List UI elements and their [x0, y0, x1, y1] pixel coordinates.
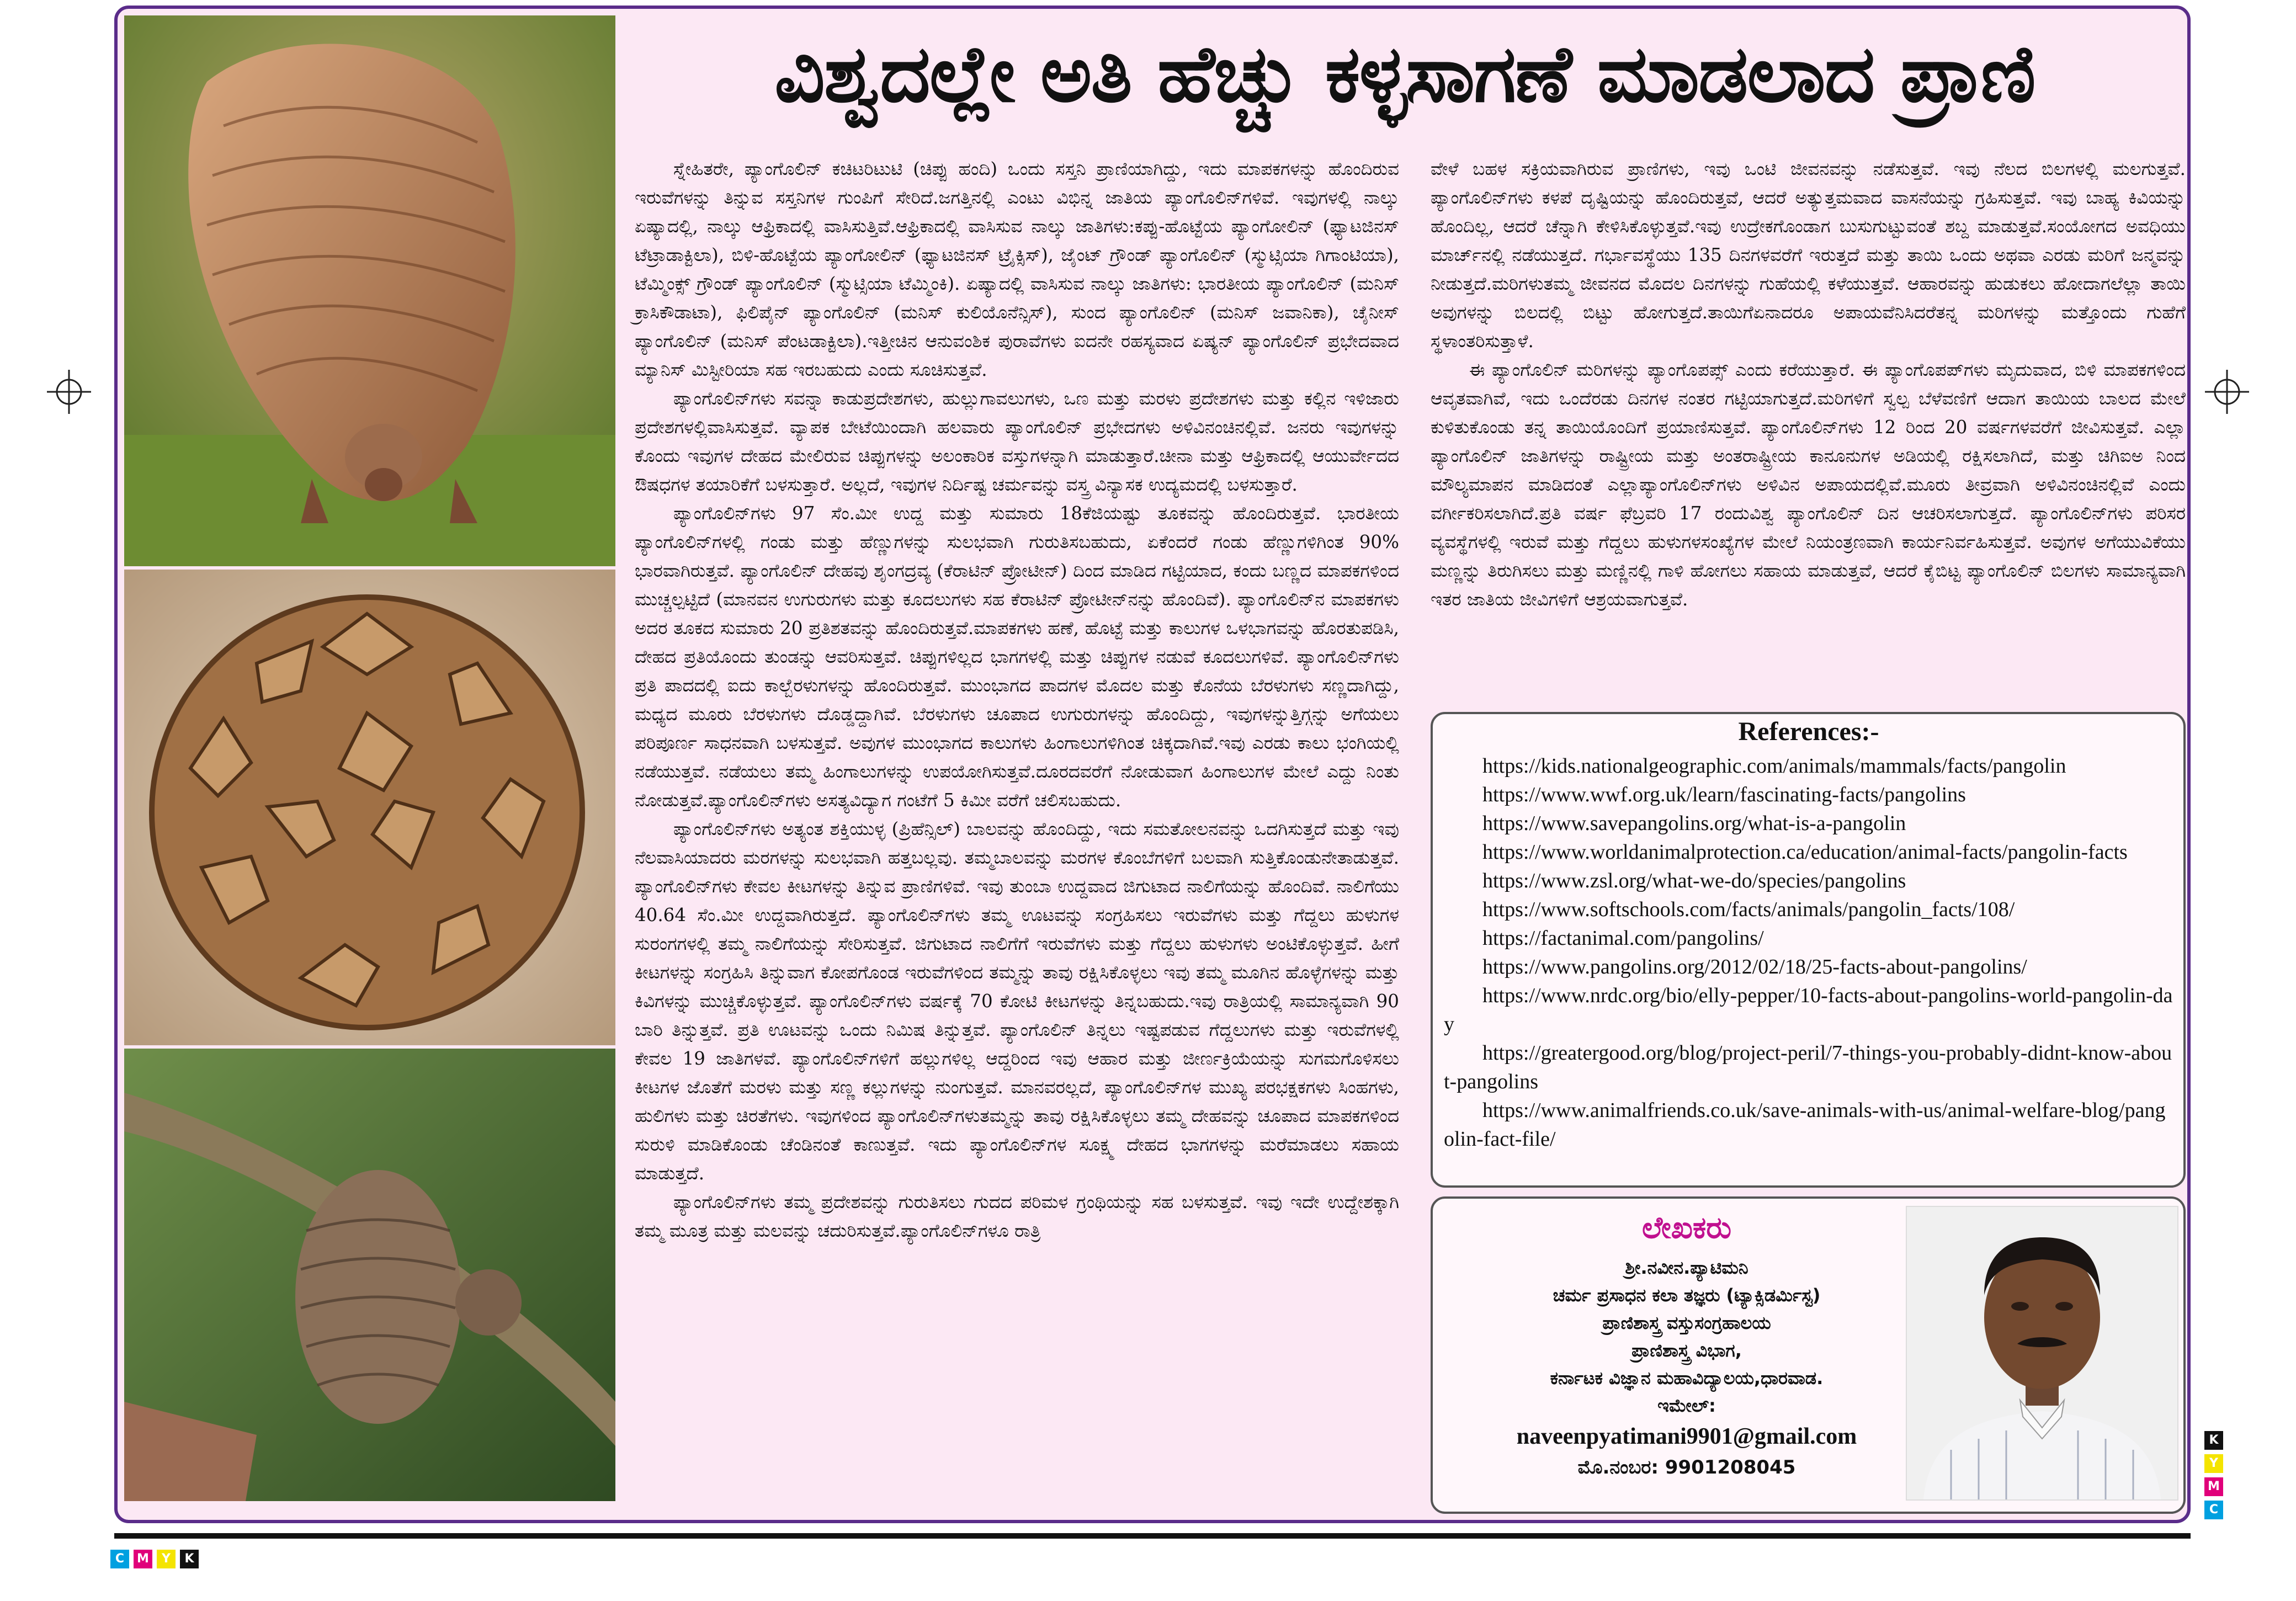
reference-link[interactable]: https://www.animalfriends.co.uk/save-animals-with-us/animal-welfare-blog/pangolin-fact-file/ — [1444, 1099, 2166, 1151]
article-column-2 — [1431, 155, 2186, 701]
reference-link[interactable]: https://www.worldanimalprotection.ca/education/animal-facts/pangolin-facts — [1482, 841, 2128, 864]
reference-link[interactable]: https://www.wwf.org.uk/learn/fascinating-facts/pangolins — [1482, 783, 1966, 806]
cmyk-magenta: M — [134, 1550, 152, 1568]
cmyk-cyan: C — [110, 1550, 129, 1568]
photo-pangolin-curled — [124, 570, 615, 1045]
author-email-label: ಇಮೇಲ್: — [1657, 1395, 1716, 1416]
author-designation: ಚರ್ಮ ಪ್ರಸಾಧನ ಕಲಾ ತಜ್ಞರು (ಟ್ಯಾಕ್ಸಿಡರ್ಮಿಸ್ಟ) — [1553, 1285, 1821, 1306]
reference-link[interactable]: https://www.nrdc.org/bio/elly-pepper/10-facts-about-pangolins-world-pangolin-day — [1444, 984, 2173, 1036]
author-details — [1444, 1254, 1930, 1481]
reference-link[interactable]: https://kids.nationalgeographic.com/animals/mammals/facts/pangolin — [1482, 754, 2066, 778]
reference-link[interactable]: https://www.savepangolins.org/what-is-a-pangolin — [1482, 812, 1906, 835]
paragraph: ಪ್ಯಾಂಗೊಲಿನ್‌ಗಳು 97 ಸೆಂ.ಮೀ ಉದ್ದ ಮತ್ತು ಸುಮಾರು 18ಕೆಜಿಯಷ್ಟು ತೂಕವನ್ನು ಹೊಂದಿರುತ್ತವೆ. ಭಾರತೀಯ ಪ್ಯಾಂಗೊಲಿನ್‌ಗಳಲ್ಲಿ ಗಂಡು ಮತ್ತು ಹೆಣ್ಣುಗಳನ್ನು ಸುಲಭವಾಗಿ ಗುರುತಿಸಬಹುದು, ಏಕೆಂದರೆ ಗಂಡು ಹೆಣ್ಣುಗಳಿಗಿಂತ 90% ಭಾರವಾಗಿರುತ್ತವೆ. ಪ್ಯಾಂಗೊಲಿನ್ ದೇಹವು ಶೃಂಗದ್ರವ್ಯ (ಕೆರಾಟಿನ್ ಪ್ರೋಟೀನ್) ದಿಂದ ಮಾಡಿದ ಗಟ್ಟಿಯಾದ, ಕಂದು ಬಣ್ಣದ ಮಾಪಕಗಳಿಂದ ಮುಚ್ಚಲ್ಪಟ್ಟಿದೆ (ಮಾನವನ ಉಗುರುಗಳು ಮತ್ತು ಕೂದಲುಗಳು ಸಹ ಕೆರಾಟಿನ್ ಪ್ರೋಟೀನ್‌ನನ್ನು ಹೊಂದಿವೆ). ಪ್ಯಾಂಗೊಲಿನ್‌ನ ಮಾಪಕಗಳು ಅದರ ತೂಕದ ಸುಮಾರು 20 ಪ್ರತಿಶತವನ್ನು ಹೊಂದಿರುತ್ತವೆ.ಮಾಪಕಗಳು ಹಣೆ, ಹೊಟ್ಟೆ ಮತ್ತು ಕಾಲುಗಳ ಒಳಭಾಗವನ್ನು ಹೊರತುಪಡಿಸಿ, ದೇಹದ ಪ್ರತಿಯೊಂದು ತುಂಡನ್ನು ಆವರಿಸುತ್ತವೆ. ಚಿಪ್ಪುಗಳಿಲ್ಲದ ಭಾಗಗಳಲ್ಲಿ ಮತ್ತು ಚಿಪ್ಪುಗಳ ನಡುವೆ ಕೂದಲುಗಳಿವೆ. ಪ್ಯಾಂಗೊಲಿನ್‌ಗಳು ಪ್ರತಿ ಪಾದದಲ್ಲಿ ಐದು ಕಾಲ್ಬೆರಳುಗಳನ್ನು ಹೊಂದಿರುತ್ತವೆ. ಮುಂಭಾಗದ ಪಾದಗಳ ಮೊದಲ ಮತ್ತು ಕೊನೆಯ ಬೆರಳುಗಳು ಸಣ್ಣದಾಗಿದ್ದು, ಮಧ್ಯದ ಮೂರು ಬೆರಳುಗಳು ದೊಡ್ಡದ್ದಾಗಿವೆ. ಬೆರಳುಗಳು ಚೂಪಾದ ಉಗುರುಗಳನ್ನು ಹೊಂದಿದ್ದು, ಇವುಗಳನ್ನುತ್ತಿಗ್ಗನ್ನು ಅಗೆಯಲು ಪರಿಪೂರ್ಣ ಸಾಧನವಾಗಿ ಬಳಸುತ್ತವೆ. ಅವುಗಳ ಮುಂಭಾಗದ ಕಾಲುಗಳು ಹಿಂಗಾಲುಗಳಿಗಿಂತ ಚಿಕ್ಕದಾಗಿವೆ.ಇವು ಎರಡು ಕಾಲು ಭಂಗಿಯಲ್ಲಿ ನಡೆಯುತ್ತವೆ. ನಡೆಯಲು ತಮ್ಮ ಹಿಂಗಾಲುಗಳನ್ನು ಉಪಯೋಗಿಸುತ್ತವೆ.ದೂರದವರೆಗೆ ನೋಡುವಾಗ ಹಿಂಗಾಲುಗಳ ಮೇಲೆ ಎದ್ದು ನಿಂತು ನೋಡುತ್ತವೆ.ಪ್ಯಾಂಗೊಲಿನ್‌ಗಳು ಅಸತ್ಯವಿದ್ಯಾಗ ಗಂಟೆಗೆ 5 ಕಿಮೀ ವರೆಗೆ ಚಲಿಸಬಹುದು. — [635, 503, 1399, 811]
paragraph: ವೇಳೆ ಬಹಳ ಸಕ್ರಿಯವಾಗಿರುವ ಪ್ರಾಣಿಗಳು, ಇವು ಒಂಟಿ ಜೀವನವನ್ನು ನಡೆಸುತ್ತವೆ. ಇವು ನೆಲದ ಬಿಲಗಳಲ್ಲಿ ಮಲಗುತ್ತವೆ. ಪ್ಯಾಂಗೊಲಿನ್‌ಗಳು ಕಳಪೆ ದೃಷ್ಟಿಯನ್ನು ಹೊಂದಿರುತ್ತವೆ, ಆದರೆ ಅತ್ಯುತ್ತಮವಾದ ವಾಸನೆಯನ್ನು ಗ್ರಹಿಸುತ್ತವೆ. ಇವು ಬಾಹ್ಯ ಕಿವಿಯನ್ನು ಹೊಂದಿಲ್ಲ, ಆದರೆ ಚೆನ್ನಾಗಿ ಕೇಳಿಸಿಕೊಳ್ಳುತ್ತವೆ.ಇವು ಉದ್ರೇಕಗೊಂಡಾಗ ಬುಸುಗುಟ್ಟುವಂತೆ ಶಬ್ದ ಮಾಡುತ್ತವೆ.ಸಂಯೋಗದ ಅವಧಿಯು ಮಾರ್ಚ್‌ನಲ್ಲಿ ನಡೆಯುತ್ತದೆ. ಗರ್ಭಾವಸ್ಥೆಯು 135 ದಿನಗಳವರೆಗೆ ಇರುತ್ತದೆ ಮತ್ತು ತಾಯಿ ಒಂದು ಅಥವಾ ಎರಡು ಮರಿಗೆ ಜನ್ಮವನ್ನು ನೀಡುತ್ತದೆ.ಮರಿಗಳುತಮ್ಮ ಜೀವನದ ಮೊದಲ ದಿನಗಳನ್ನು ಗುಹೆಯಲ್ಲಿ ಕಳೆಯುತ್ತವೆ. ಆಹಾರವನ್ನು ಹುಡುಕಲು ಹೋದಾಗಲೆಲ್ಲಾ ತಾಯಿ ಅವುಗಳನ್ನು ಬಿಲದಲ್ಲಿ ಬಿಟ್ಟು ಹೋಗುತ್ತದೆ.ತಾಯಿಗೆಏನಾದರೂ ಅಪಾಯವೆನಿಸಿದರೆತನ್ನ ಮರಿಗಳನ್ನು ಮತ್ತೊಂದು ಗುಹೆಗೆ ಸ್ಥಳಾಂತರಿಸುತ್ತಾಳೆ. — [1431, 158, 2186, 352]
references-heading: References:- — [1738, 717, 1879, 746]
author-phone: ಮೊ.ನಂಬರ: 9901208045 — [1577, 1456, 1796, 1478]
reference-link[interactable]: https://factanimal.com/pangolins/ — [1482, 927, 1764, 950]
author-college: ಕರ್ನಾಟಕ ವಿಜ್ಞಾನ ಮಹಾವಿದ್ಯಾಲಯ,ಧಾರವಾಡ. — [1550, 1368, 1824, 1389]
article-column-1 — [635, 155, 1399, 1512]
paragraph: ಈ ಪ್ಯಾಂಗೊಲಿನ್ ಮರಿಗಳನ್ನು ಪ್ಯಾಂಗೊಪಪ್ಸ್ ಎಂದು ಕರೆಯುತ್ತಾರೆ. ಈ ಪ್ಯಾಂಗೊಪಪ್‌ಗಳು ಮೃದುವಾದ, ಬಿಳಿ ಮಾಪಕಗಳಿಂದ ಆವೃತವಾಗಿವೆ, ಇದು ಒಂದೆರಡು ದಿನಗಳ ನಂತರ ಗಟ್ಟಿಯಾಗುತ್ತದೆ.ಮರಿಗಳಿಗೆ ಸ್ವಲ್ಪ ಬೆಳೆವಣಿಗೆ ಆದಾಗ ತಾಯಿಯ ಬಾಲದ ಮೇಲೆ ಕುಳಿತುಕೊಂಡು ತನ್ನ ತಾಯಿಯೊಂದಿಗೆ ಪ್ರಯಾಣಿಸುತ್ತವೆ. ಪ್ಯಾಂಗೊಲಿನ್‌ಗಳು 12 ರಿಂದ 20 ವರ್ಷಗಳವರೆಗೆ ಜೀವಿಸುತ್ತವೆ. ಎಲ್ಲಾ ಪ್ಯಾಂಗೊಲಿನ್ ಜಾತಿಗಳನ್ನು ರಾಷ್ಟ್ರೀಯ ಮತ್ತು ಅಂತರಾಷ್ಟ್ರೀಯ ಕಾನೂನುಗಳ ಅಡಿಯಲ್ಲಿ ರಕ್ಷಿಸಲಾಗಿದೆ, ಮತ್ತು ಚಿಗಿಐಅ ನಿಂದ ಮೌಲ್ಯಮಾಪನ ಮಾಡಿದಂತೆ ಎಲ್ಲಾಪ್ಯಾಂಗೊಲಿನ್‌ಗಳು ಅಳಿವಿನ ಅಪಾಯದಲ್ಲಿವೆ.ಮೂರು ತೀವ್ರವಾಗಿ ಅಳಿವಿನಂಚಿನಲ್ಲಿವೆ ಎಂದು ವರ್ಗೀಕರಿಸಲಾಗಿದೆ.ಪ್ರತಿ ವರ್ಷ ಫೆಬ್ರವರಿ 17 ರಂದುವಿಶ್ವ ಪ್ಯಾಂಗೊಲಿನ್ ದಿನ ಆಚರಿಸಲಾಗುತ್ತದೆ. ಪ್ಯಾಂಗೊಲಿನ್‌ಗಳು ಪರಿಸರ ವ್ಯವಸ್ಥೆಗಳಲ್ಲಿ ಇರುವೆ ಮತ್ತು ಗೆದ್ದಲು ಹುಳುಗಳಸಂಖ್ಯೆಗಳ ಮೇಲೆ ನಿಯಂತ್ರಣವಾಗಿ ಕಾರ್ಯನಿರ್ವಹಿಸುತ್ತವೆ. ಅವುಗಳ ಅಗೆಯುವಿಕೆಯು ಮಣ್ಣನ್ನು ತಿರುಗಿಸಲು ಮತ್ತು ಮಣ್ಣಿನಲ್ಲಿ ಗಾಳಿ ಹೋಗಲು ಸಹಾಯ ಮಾಡುತ್ತವೆ, ಆದರೆ ಕೈಬಿಟ್ಟ ಪ್ಯಾಂಗೊಲಿನ್ ಬಿಲಗಳು ಸಾಮಾನ್ಯವಾಗಿ ಇತರ ಜಾತಿಯ ಜೀವಿಗಳಿಗೆ ಆಶ್ರಯವಾಗುತ್ತವೆ. — [1431, 359, 2186, 610]
registration-mark-left — [47, 370, 91, 414]
author-department: ಪ್ರಾಣಿಶಾಸ್ತ್ರ ವಿಭಾಗ, — [1631, 1340, 1742, 1361]
cmyk-vertical-bar — [2204, 1431, 2226, 1524]
photo-pangolin-walking — [124, 15, 615, 566]
bottom-rule — [114, 1533, 2191, 1539]
photo-pangolin-hanging — [124, 1049, 615, 1501]
author-name: ಶ್ರೀ.ನವೀನ.ಪ್ಯಾಟಿಮನಿ — [1625, 1257, 1748, 1278]
author-email[interactable]: naveenpyatimani9901@gmail.com — [1516, 1424, 1857, 1449]
author-heading: ಲೇಖಕರು — [1641, 1210, 1732, 1245]
author-museum: ಪ್ರಾಣಿಶಾಸ್ತ್ರ ವಸ್ತುಸಂಗ್ರಹಾಲಯ — [1602, 1312, 1771, 1333]
cmyk-color-bar — [110, 1550, 203, 1568]
article-title: ವಿಶ್ವದಲ್ಲೇ ಅತಿ ಹೆಚ್ಚು ಕಳ್ಳಸಾಗಣೆ ಮಾಡಲಾದ ಪ್ರಾಣಿ — [774, 29, 2035, 120]
cmyk-black: K — [180, 1550, 199, 1568]
paragraph: ಪ್ಯಾಂಗೊಲಿನ್‌ಗಳು ಅತ್ಯಂತ ಶಕ್ತಿಯುಳ್ಳ (ಪ್ರಿಹೆನ್ಸಿಲ್) ಬಾಲವನ್ನು ಹೊಂದಿದ್ದು, ಇದು ಸಮತೋಲನವನ್ನು ಒದಗಿಸುತ್ತದೆ ಮತ್ತು ಇವು ನೆಲವಾಸಿಯಾದರು ಮರಗಳನ್ನು ಸುಲಭವಾಗಿ ಹತ್ತಬಲ್ಲವು. ತಮ್ಮಬಾಲವನ್ನು ಮರಗಳ ಕೊಂಬೆಗಳಿಗೆ ಬಲವಾಗಿ ಸುತ್ತಿಕೊಂಡುನೇತಾಡುತ್ತವೆ. ಪ್ಯಾಂಗೊಲಿನ್‌ಗಳು ಕೇವಲ ಕೀಟಗಳನ್ನು ತಿನ್ನುವ ಪ್ರಾಣಿಗಳಿವೆ. ಇವು ತುಂಬಾ ಉದ್ದವಾದ ಜಿಗುಟಾದ ನಾಲಿಗೆಯನ್ನು ಹೊಂದಿವೆ. ನಾಲಿಗೆಯು 40.64 ಸೆಂ.ಮೀ ಉದ್ದವಾಗಿರುತ್ತದೆ. ಪ್ಯಾಂಗೊಲಿನ್‌ಗಳು ತಮ್ಮ ಊಟವನ್ನು ಸಂಗ್ರಹಿಸಲು ಇರುವೆಗಳು ಮತ್ತು ಗೆದ್ದಲು ಹುಳುಗಳ ಸುರಂಗಗಳಲ್ಲಿ ತಮ್ಮ ನಾಲಿಗೆಯನ್ನು ಸೇರಿಸುತ್ತವೆ. ಜಿಗುಟಾದ ನಾಲಿಗೆಗೆ ಇರುವೆಗಳು ಮತ್ತು ಗೆದ್ದಲು ಹುಳುಗಳು ಅಂಟಿಕೊಳ್ಳುತ್ತವೆ. ಹೀಗೆ ಕೀಟಗಳನ್ನು ಸಂಗ್ರಹಿಸಿ ತಿನ್ನುವಾಗ ಕೋಪಗೊಂಡ ಇರುವೆಗಳಿಂದ ತಮ್ಮನ್ನು ತಾವು ರಕ್ಷಿಸಿಕೊಳ್ಳಲು ಇವು ತಮ್ಮ ಮೂಗಿನ ಹೊಳ್ಳೆಗಳನ್ನು ಮತ್ತು ಕಿವಿಗಳನ್ನು ಮುಚ್ಚಿಕೊಳ್ಳುತ್ತವೆ. ಪ್ಯಾಂಗೊಲಿನ್‌ಗಳು ವರ್ಷಕ್ಕೆ 70 ಕೋಟಿ ಕೀಟಗಳನ್ನು ತಿನ್ನಬಹುದು.ಇವು ರಾತ್ರಿಯಲ್ಲಿ ಸಾಮಾನ್ಯವಾಗಿ 90 ಬಾರಿ ತಿನ್ನುತ್ತವೆ. ಪ್ರತಿ ಊಟವನ್ನು ಒಂದು ನಿಮಿಷ ತಿನ್ನುತ್ತವೆ. ಪ್ಯಾಂಗೊಲಿನ್ ತಿನ್ನಲು ಇಷ್ಟಪಡುವ ಗೆದ್ದಲುಗಳು ಮತ್ತು ಇರುವೆಗಳಲ್ಲಿ ಕೇವಲ 19 ಜಾತಿಗಳವೆ. ಪ್ಯಾಂಗೊಲಿನ್‌ಗಳಿಗೆ ಹಲ್ಲುಗಳಿಲ್ಲ ಆದ್ದರಿಂದ ಇವು ಆಹಾರ ಮತ್ತು ಜೀರ್ಣಕ್ರಿಯೆಯನ್ನು ಸುಗಮಗೊಳಿಸಲು ಕೀಟಗಳ ಜೊತೆಗೆ ಮರಳು ಮತ್ತು ಸಣ್ಣ ಕಲ್ಲುಗಳನ್ನು ನುಂಗುತ್ತವೆ. ಮಾನವರಲ್ಲದೆ, ಪ್ಯಾಂಗೊಲಿನ್‌ಗಳ ಮುಖ್ಯ ಪರಭಕ್ಷಕಗಳು ಸಿಂಹಗಳು, ಹುಲಿಗಳು ಮತ್ತು ಚಿರತೆಗಳು. ಇವುಗಳಿಂದ ಪ್ಯಾಂಗೊಲಿನ್‌ಗಳುತಮ್ಮನ್ನು ತಾವು ರಕ್ಷಿಸಿಕೊಳ್ಳಲು ತಮ್ಮ ದೇಹವನ್ನು ಚೂಪಾದ ಮಾಪಕಗಳಿಂದ ಸುರುಳಿ ಮಾಡಿಕೊಂಡು ಚೆಂಡಿನಂತೆ ಕಾಣುತ್ತವೆ. ಇದು ಪ್ಯಾಂಗೊಲಿನ್‌ಗಳ ಸೂಕ್ಷ್ಮ ದೇಹದ ಭಾಗಗಳನ್ನು ಮರೆಮಾಡಲು ಸಹಾಯ ಮಾಡುತ್ತದೆ. — [635, 818, 1400, 1184]
cmyk-cyan: C — [2204, 1501, 2223, 1519]
paragraph: ಪ್ಯಾಂಗೊಲಿನ್‌ಗಳು ಸವನ್ನಾ ಕಾಡುಪ್ರದೇಶಗಳು, ಹುಲ್ಲುಗಾವಲುಗಳು, ಒಣ ಮತ್ತು ಮರಳು ಪ್ರದೇಶಗಳು ಮತ್ತು ಕಲ್ಲಿನ ಇಳಿಜಾರು ಪ್ರದೇಶಗಳಲ್ಲಿವಾಸಿಸುತ್ತವೆ. ವ್ಯಾಪಕ ಬೇಟೆಯಿಂದಾಗಿ ಹಲವಾರು ಪ್ಯಾಂಗೊಲಿನ್ ಪ್ರಭೇದಗಳು ಅಳಿವಿನಂಚಿನಲ್ಲಿವೆ. ಜನರು ಇವುಗಳನ್ನು ಕೊಂದು ಇವುಗಳ ದೇಹದ ಮೇಲಿರುವ ಚಿಪ್ಪುಗಳನ್ನು ಅಲಂಕಾರಿಕ ವಸ್ತುಗಳನ್ನಾಗಿ ಮಾಡುತ್ತಾರೆ.ಚೀನಾ ಮತ್ತು ಆಫ್ರಿಕಾದಲ್ಲಿ ಆಯುರ್ವೇದದ ಔಷಧಗಳ ತಯಾರಿಕೆಗೆ ಬಳಸುತ್ತಾರೆ. ಅಲ್ಲದೆ, ಇವುಗಳ ನಿರ್ದಿಷ್ಟ ಚರ್ಮವನ್ನು ವಸ್ತ್ರ ವಿನ್ಯಾಸಕ ಉದ್ಯಮದಲ್ಲಿ ಬಳಸುತ್ತಾರೆ. — [635, 388, 1399, 495]
registration-mark-right — [2205, 370, 2249, 414]
references-box — [1431, 712, 2186, 1188]
reference-link[interactable]: https://www.zsl.org/what-we-do/species/pangolins — [1482, 869, 1906, 892]
author-photo — [1906, 1206, 2178, 1501]
cmyk-yellow: Y — [157, 1550, 176, 1568]
paragraph: ಸ್ನೇಹಿತರೇ, ಪ್ಯಾಂಗೊಲಿನ್ ಕಚಿಟರಿಟುಟಿ (ಚಿಪ್ಪು ಹಂದಿ) ಒಂದು ಸಸ್ತನಿ ಪ್ರಾಣಿಯಾಗಿದ್ದು, ಇದು ಮಾಪಕಗಳನ್ನು ಹೊಂದಿರುವ ಇರುವೆಗಳನ್ನು ತಿನ್ನುವ ಸಸ್ತನಿಗಳ ಗುಂಪಿಗೆ ಸೇರಿದೆ.ಜಗತ್ತಿನಲ್ಲಿ ಎಂಟು ವಿಭಿನ್ನ ಜಾತಿಯ ಪ್ಯಾಂಗೊಲಿನ್‌ಗಳಿವೆ. ಇವುಗಳಲ್ಲಿ ನಾಲ್ಕು ಏಷ್ಯಾದಲ್ಲಿ, ನಾಲ್ಕು ಆಫ್ರಿಕಾದಲ್ಲಿ ವಾಸಿಸುತ್ತಿವೆ.ಆಫ್ರಿಕಾದಲ್ಲಿ ವಾಸಿಸುವ ನಾಲ್ಕು ಜಾತಿಗಳು:ಕಪ್ಪು-ಹೊಟ್ಟೆಯ ಪ್ಯಾಂಗೋಲಿನ್ (ಫ್ಯಾಟಜಿನಸ್ ಟೆಟ್ರಾಡಾಕ್ಟಿಲಾ), ಬಿಳಿ-ಹೊಟ್ಟೆಯ ಪ್ಯಾಂಗೋಲಿನ್ (ಫ್ಯಾಟಜಿನಸ್ ಟ್ರೈಕ್ಸಿಸ್), ಜೈಂಟ್ ಗ್ರೌಂಡ್ ಪ್ಯಾಂಗೊಲಿನ್ (ಸ್ಮುಟ್ಸಿಯಾ ಗಿಗಾಂಟಿಯಾ), ಟೆಮ್ಮಿಂಕ್ಸ್ ಗ್ರೌಂಡ್ ಪ್ಯಾಂಗೊಲಿನ್ (ಸ್ಮುಟ್ಸಿಯಾ ಟೆಮ್ಮಿಂಕಿ). ಏಷ್ಯಾದಲ್ಲಿ ವಾಸಿಸುವ ನಾಲ್ಕು ಜಾತಿಗಳು: ಭಾರತೀಯ ಪ್ಯಾಂಗೊಲಿನ್ (ಮನಿಸ್ ಕ್ರಾಸಿಕೌಡಾಟಾ), ಫಿಲಿಪೈನ್ ಪ್ಯಾಂಗೊಲಿನ್ (ಮನಿಸ್ ಕುಲಿಯೊನೆನ್ಸಿಸ್), ಸುಂದ ಪ್ಯಾಂಗೊಲಿನ್ (ಮನಿಸ್ ಜವಾನಿಕಾ), ಚೈನೀಸ್ ಪ್ಯಾಂಗೊಲಿನ್ (ಮನಿಸ್ ಪೆಂಟಡಾಕ್ಟಿಲಾ).ಇತ್ತೀಚಿನ ಆನುವಂಶಿಕ ಪುರಾವೆಗಳು ಐದನೇ ರಹಸ್ಯವಾದ ಏಷ್ಯನ್ ಪ್ಯಾಂಗೊಲಿನ್ ಪ್ರಭೇದವಾದ ಮ್ಯಾನಿಸ್ ಮಿಸ್ಟೀರಿಯಾ ಸಹ ಇರಬಹುದು ಎಂದು ಸೂಚಿಸುತ್ತವೆ. — [635, 158, 1399, 380]
paragraph: ಪ್ಯಾಂಗೊಲಿನ್‌ಗಳು ತಮ್ಮ ಪ್ರದೇಶವನ್ನು ಗುರುತಿಸಲು ಗುದದ ಪರಿಮಳ ಗ್ರಂಥಿಯನ್ನು ಸಹ ಬಳಸುತ್ತವೆ. ಇವು ಇದೇ ಉದ್ದೇಶಕ್ಕಾಗಿ ತಮ್ಮ ಮೂತ್ರ ಮತ್ತು ಮಲವನ್ನು ಚದುರಿಸುತ್ತವೆ.ಪ್ಯಾಂಗೊಲಿನ್‌ಗಳೂ ರಾತ್ರಿ — [635, 1192, 1399, 1241]
reference-link[interactable]: https://greatergood.org/blog/project-peril/7-things-you-probably-didnt-know-about-pangolins — [1444, 1041, 2172, 1093]
cmyk-magenta: M — [2204, 1477, 2223, 1496]
cmyk-black: K — [2204, 1431, 2223, 1450]
cmyk-yellow: Y — [2204, 1454, 2223, 1473]
reference-link[interactable]: https://www.pangolins.org/2012/02/18/25-facts-about-pangolins/ — [1482, 955, 2027, 978]
reference-link[interactable]: https://www.softschools.com/facts/animals/pangolin_facts/108/ — [1482, 898, 2015, 921]
